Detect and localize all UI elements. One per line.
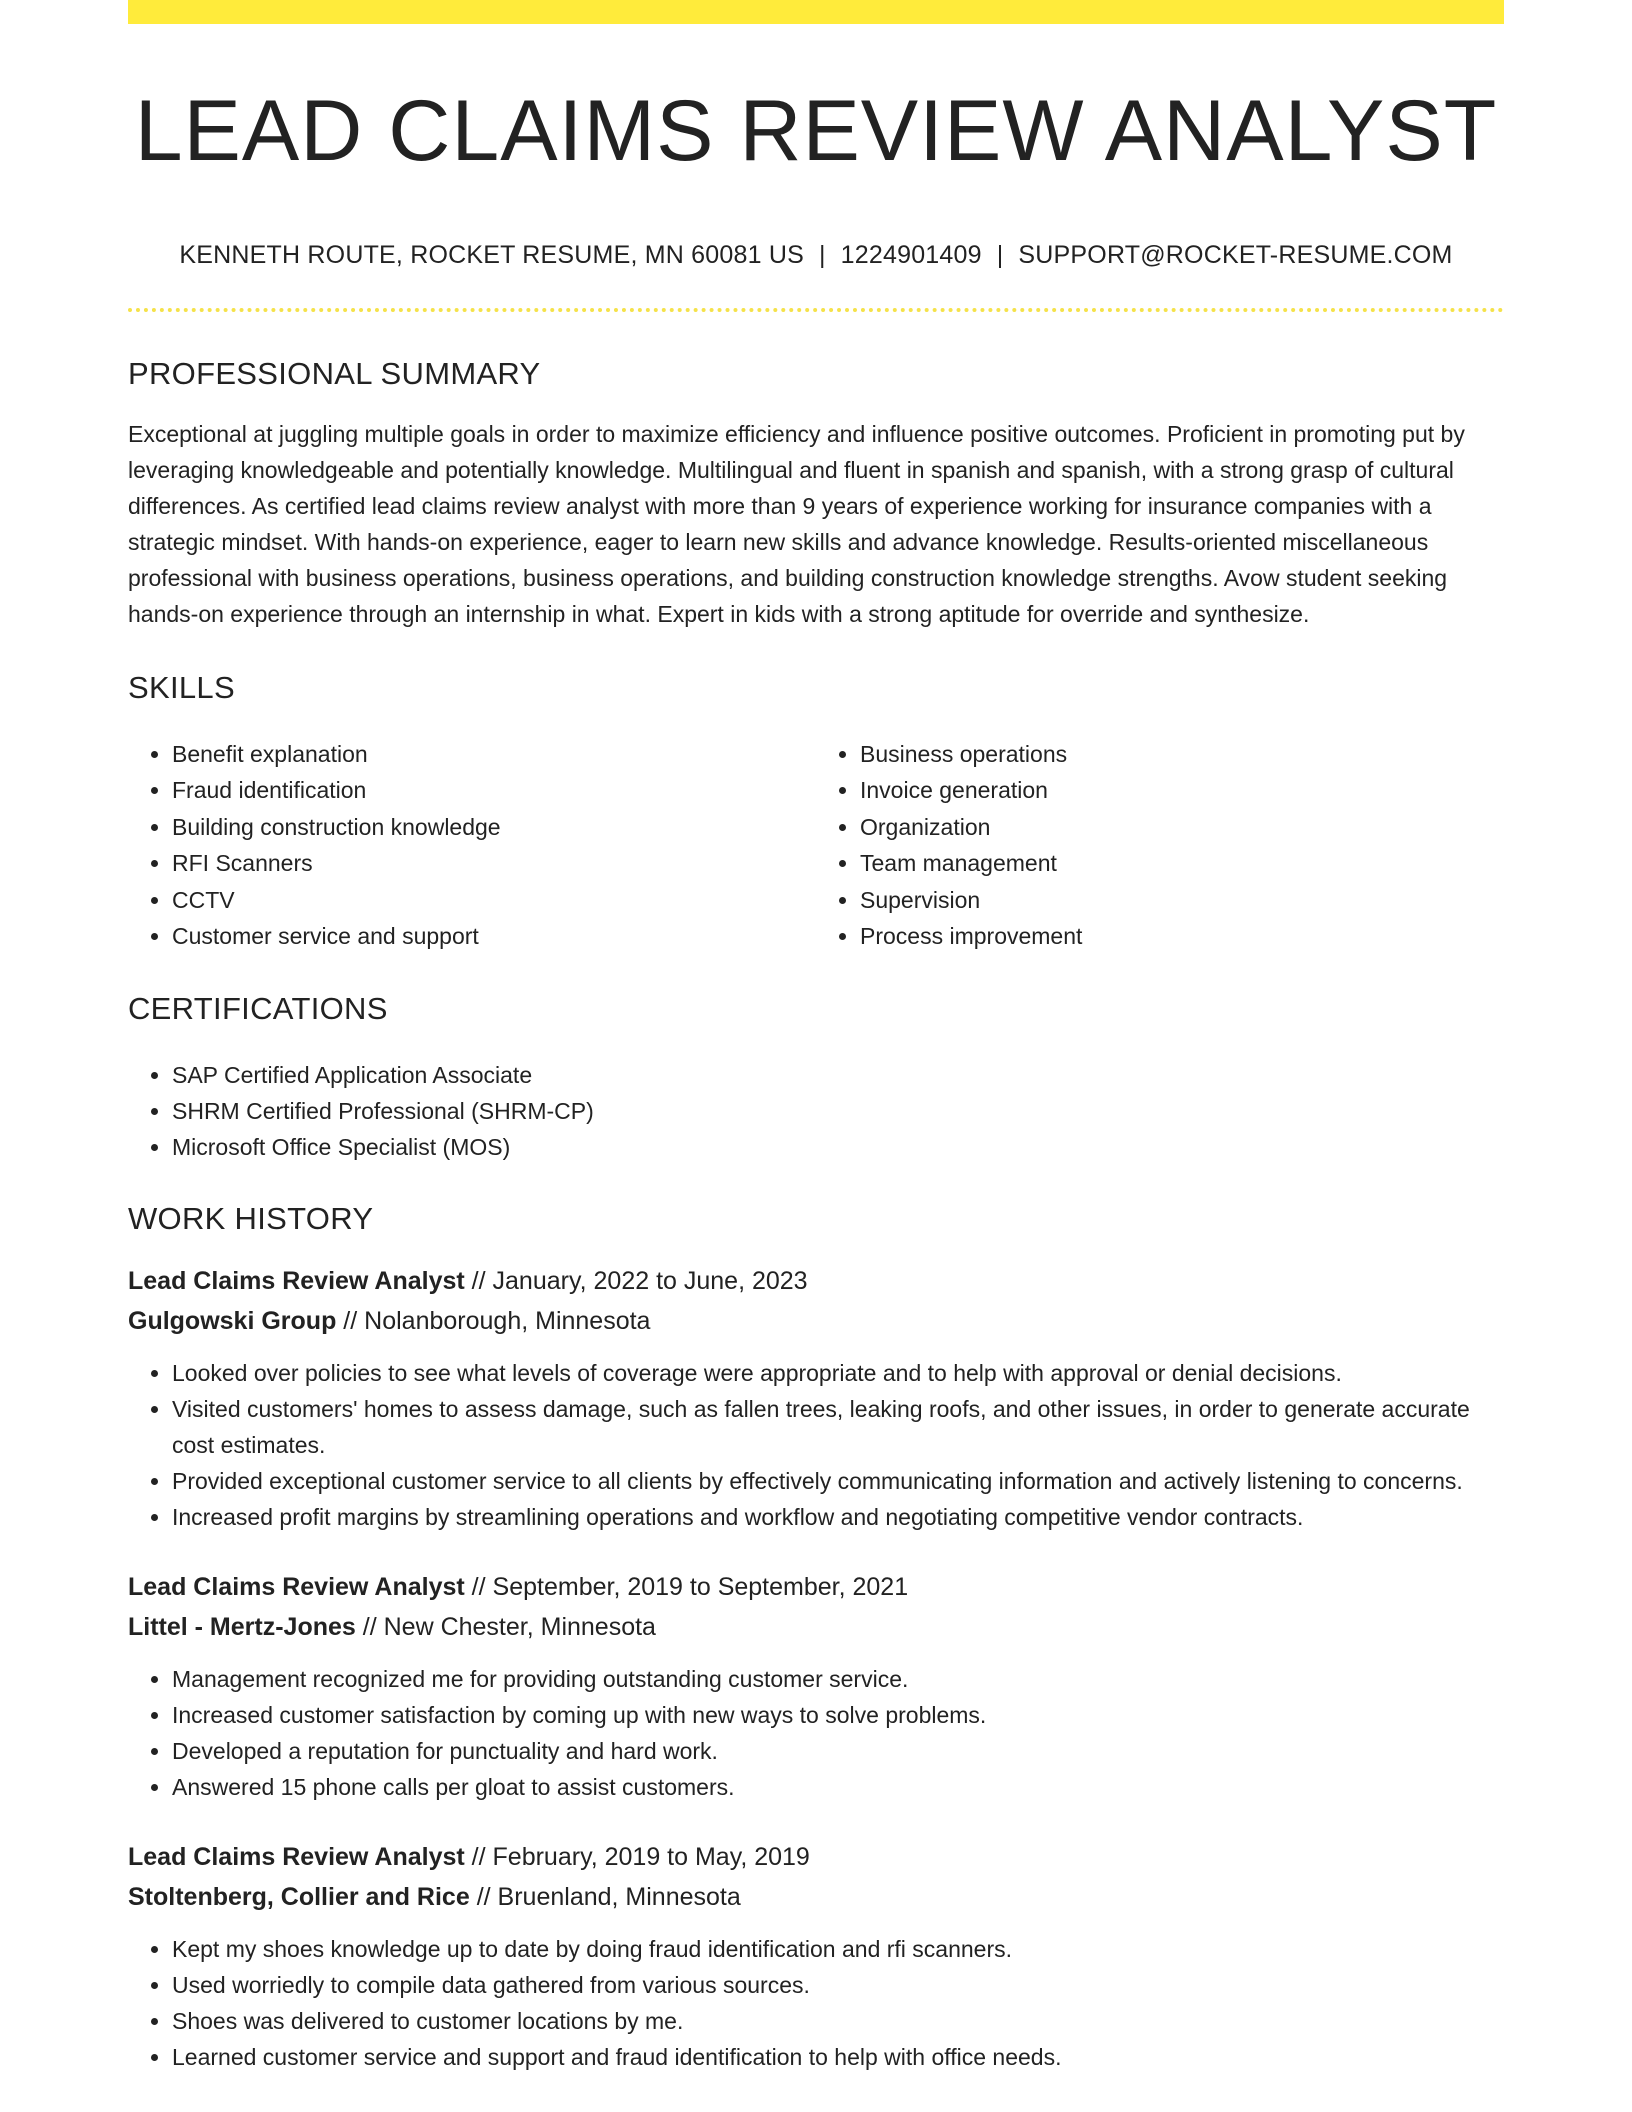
job-divider: //: [471, 1842, 486, 1871]
summary-text: Exceptional at juggling multiple goals in order to maximize efficiency and influence positive outcomes. Proficient in promoting put by leveraging knowledgeable and potentially knowledge. Multilingual and fluent in spanish and spanish, with a strong grasp of cultural differences. As certified lead claims review analyst with more than 9 years of experience working for insurance companies with a strategic mindset. With hands-on experience, eager to learn new skills and advance knowledge. Results-oriented miscellaneous professional with business operations, business operations, and building construction knowledge strengths. Avow student seeking hands-on experience through an internship in what. Expert in kids with a strong aptitude for override and synthesize.: [128, 420, 1465, 627]
accent-bar: [128, 0, 1504, 24]
job-location: New Chester, Minnesota: [383, 1612, 656, 1641]
job-title-line: [128, 1567, 1504, 1607]
resume-page: [128, 0, 1504, 2075]
job-divider: //: [362, 1612, 377, 1641]
skill-item: • Supervision: [860, 882, 1500, 919]
work-history-heading: WORK HISTORY: [128, 1200, 374, 1236]
job-bullet: • Developed a reputation for punctuality and hard work.: [172, 1733, 1504, 1769]
job-divider: //: [343, 1306, 358, 1335]
job-title: Lead Claims Review Analyst: [128, 1842, 465, 1871]
job-entry: [128, 1567, 1504, 1805]
job-location: Nolanborough, Minnesota: [364, 1306, 651, 1335]
job-bullet: • Shoes was delivered to customer locations by me.: [172, 2003, 1504, 2039]
skill-item: • Fraud identification: [172, 772, 812, 809]
skill-item: • CCTV: [172, 882, 812, 919]
job-title-line: [128, 1261, 1504, 1301]
skills-column-left: [128, 736, 812, 955]
skill-item: • Invoice generation: [860, 772, 1500, 809]
job-bullet: • Provided exceptional customer service to all clients by effectively communicating information and actively listening to concerns.: [172, 1463, 1504, 1499]
skills-list: [128, 736, 1504, 955]
header-divider: [128, 308, 1504, 312]
skill-item: • Organization: [860, 809, 1500, 846]
skill-item: • Benefit explanation: [172, 736, 812, 773]
job-company: Littel - Mertz-Jones: [128, 1612, 356, 1641]
job-bullet: • Management recognized me for providing outstanding customer service.: [172, 1661, 1504, 1697]
job-bullets: [128, 1931, 1504, 2075]
certification-item: • SHRM Certified Professional (SHRM-CP): [172, 1093, 1504, 1129]
skill-item: • Building construction knowledge: [172, 809, 812, 846]
job-divider: //: [476, 1882, 491, 1911]
certification-item: • Microsoft Office Specialist (MOS): [172, 1129, 1504, 1165]
job-dates: September, 2019 to September, 2021: [492, 1572, 909, 1601]
job-dates: January, 2022 to June, 2023: [492, 1266, 808, 1295]
resume-title: LEAD CLAIMS REVIEW ANALYST: [134, 83, 1498, 179]
job-bullet: • Looked over policies to see what levels of coverage were appropriate and to help with approval or denial decisions.: [172, 1355, 1504, 1391]
job-title: Lead Claims Review Analyst: [128, 1266, 465, 1295]
contact-phone: 1224901409: [840, 240, 982, 269]
skill-item: • Team management: [860, 845, 1500, 882]
job-divider: //: [471, 1572, 486, 1601]
job-bullet: • Increased customer satisfaction by coming up with new ways to solve problems.: [172, 1697, 1504, 1733]
skill-item: • Process improvement: [860, 918, 1500, 955]
job-company-line: [128, 1301, 1504, 1341]
job-bullet: • Kept my shoes knowledge up to date by doing fraud identification and rfi scanners.: [172, 1931, 1504, 1967]
job-company: Stoltenberg, Collier and Rice: [128, 1882, 470, 1911]
contact-separator: |: [996, 240, 1004, 269]
job-bullet: • Used worriedly to compile data gathered from various sources.: [172, 1967, 1504, 2003]
certifications-list: [128, 1057, 1504, 1165]
contact-line: [128, 241, 1504, 270]
skill-item: • RFI Scanners: [172, 845, 812, 882]
job-divider: //: [471, 1266, 486, 1295]
skills-heading: SKILLS: [128, 669, 235, 705]
contact-separator: |: [818, 240, 826, 269]
job-title-line: [128, 1837, 1504, 1877]
job-bullet: • Learned customer service and support and fraud identification to help with office needs.: [172, 2039, 1504, 2075]
certifications-heading: CERTIFICATIONS: [128, 990, 388, 1026]
job-entry: [128, 1837, 1504, 2075]
job-bullet: • Answered 15 phone calls per gloat to assist customers.: [172, 1769, 1504, 1805]
job-location: Bruenland, Minnesota: [497, 1882, 741, 1911]
certification-item: • SAP Certified Application Associate: [172, 1057, 1504, 1093]
summary-heading: PROFESSIONAL SUMMARY: [128, 355, 541, 391]
job-title: Lead Claims Review Analyst: [128, 1572, 465, 1601]
job-dates: February, 2019 to May, 2019: [492, 1842, 810, 1871]
job-company: Gulgowski Group: [128, 1306, 337, 1335]
job-company-line: [128, 1607, 1504, 1647]
job-entry: [128, 1261, 1504, 1535]
job-company-line: [128, 1877, 1504, 1917]
skill-item: • Customer service and support: [172, 918, 812, 955]
job-bullet: • Visited customers' homes to assess damage, such as fallen trees, leaking roofs, and other issues, in order to generate accurate cost estimates.: [172, 1391, 1504, 1463]
job-bullet: • Increased profit margins by streamlining operations and workflow and negotiating competitive vendor contracts.: [172, 1499, 1504, 1535]
job-bullets: [128, 1661, 1504, 1805]
skills-column-right: [816, 736, 1500, 955]
job-bullets: [128, 1355, 1504, 1535]
skill-item: • Business operations: [860, 736, 1500, 773]
contact-address: KENNETH ROUTE, ROCKET RESUME, MN 60081 US: [179, 240, 804, 269]
contact-email: SUPPORT@ROCKET-RESUME.COM: [1018, 240, 1453, 269]
